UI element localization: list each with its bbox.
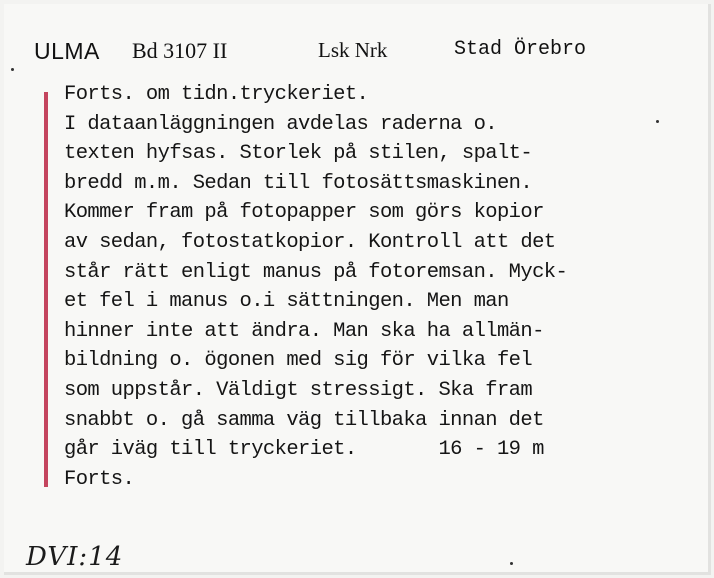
archive-card <box>4 4 711 575</box>
text-line: I dataanläggningen avdelas raderna o. <box>64 112 497 136</box>
text-line: texten hyfsas. Storlek på stilen, spalt- <box>64 142 533 166</box>
speck <box>510 562 513 565</box>
text-line: av sedan, fotostatkopior. Kontroll att det <box>64 230 556 254</box>
volume-reference: Bd 3107 II <box>132 38 228 63</box>
text-line: står rätt enligt manus på fotoremsan. Myck- <box>64 260 568 284</box>
speck <box>656 120 659 123</box>
category-code: Lsk Nrk <box>318 38 388 62</box>
margin-rule <box>44 92 48 487</box>
text-line: bredd m.m. Sedan till fotosättsmaskinen. <box>64 171 533 195</box>
text-line: Kommer fram på fotopapper som görs kopior <box>64 201 544 225</box>
transcript-text <box>64 80 567 494</box>
text-line: snabbt o. gå samma väg tillbaka innan det <box>64 408 544 432</box>
text-line: Forts. <box>64 467 135 491</box>
text-line: hinner inte att ändra. Man ska ha allmän- <box>64 319 544 343</box>
text-line: Forts. om tidn.tryckeriet. <box>64 83 369 106</box>
text-line: som uppstår. Väldigt stressigt. Ska fram <box>64 378 533 402</box>
location-label: Stad Örebro <box>454 38 587 61</box>
speck <box>11 68 14 71</box>
text-line: et fel i manus o.i sättningen. Men man <box>64 290 509 314</box>
text-line: går iväg till tryckeriet. 16 - 19 m <box>64 438 544 462</box>
handwritten-signature: DVI:14 <box>26 542 124 572</box>
text-line: bildning o. ögonen med sig för vilka fel <box>64 349 533 373</box>
archive-name: ULMA <box>34 38 100 64</box>
